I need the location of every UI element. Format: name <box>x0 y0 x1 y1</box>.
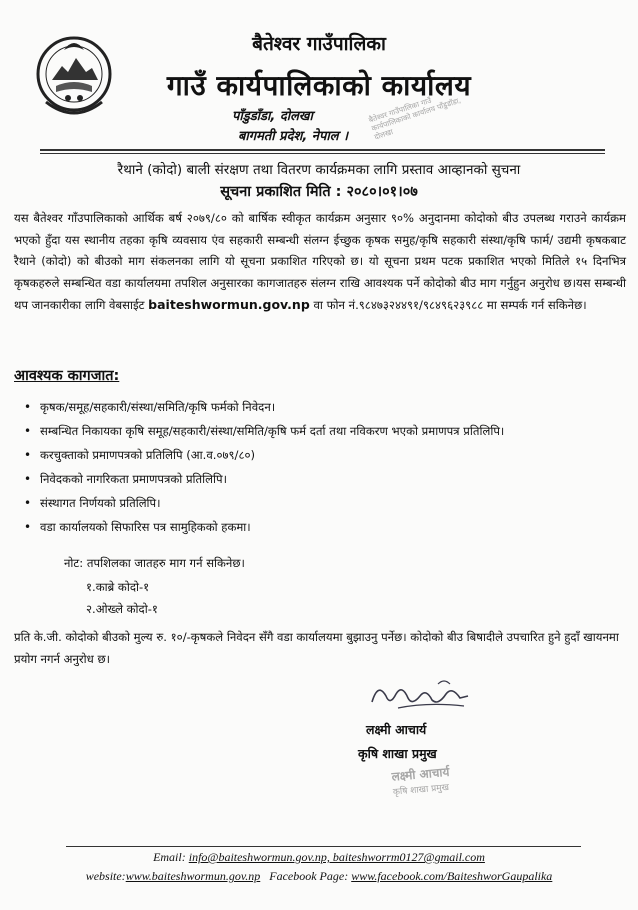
signatory-name: लक्ष्मी आचार्य <box>366 722 427 737</box>
website-link[interactable]: www.baiteshwormun.gov.np <box>125 869 261 883</box>
footer-divider <box>66 846 581 847</box>
bullet-icon: • <box>24 472 32 486</box>
bullet-icon: • <box>24 520 32 534</box>
list-item: • संस्थागत निर्णयको प्रतिलिपि। <box>24 491 624 515</box>
notice-title: रैथाने (कोदो) बाली संरक्षण तथा वितरण कार्यक्रमका लागि प्रस्ताव आव्हानको सुचना <box>117 162 521 178</box>
address-line-1: पाँडुडाँडा, दोलखा <box>232 109 313 124</box>
office-name: बैतेश्वर गाउँपालिका <box>252 33 386 55</box>
bullet-icon: • <box>24 448 32 462</box>
handwritten-signature <box>368 676 473 714</box>
footer-email-line <box>0 850 638 865</box>
list-item: • निवेदकको नागरिकता प्रमाणपत्रको प्रतिलिपि। <box>24 467 624 491</box>
requirements-heading: आवश्यक कागजात: <box>14 368 120 384</box>
bullet-icon: • <box>24 424 32 438</box>
facebook-link[interactable]: www.facebook.com/BaiteshworGaupalika <box>351 869 553 883</box>
facebook-label: Facebook Page: <box>269 869 352 883</box>
office-title: गाउँ कार्यपालिकाको कार्यालय <box>166 69 472 102</box>
bullet-icon: • <box>24 400 32 414</box>
header-divider-thin <box>40 153 605 154</box>
header-divider <box>40 149 605 151</box>
body-text-part2: वा फोन नं.९८४७३२४४९१/९८४९६२३९८८ मा सम्पर्क गर्न सकिनेछ। <box>309 298 587 312</box>
list-item: • वडा कार्यालयको सिफारिस पत्र सामुहिकको हकमा। <box>24 515 624 539</box>
list-item: • कृषक/समूह/सहकारी/संस्था/समिति/कृषि फर्मको निवेदन। <box>24 395 624 419</box>
footer-web-line <box>0 869 638 884</box>
stamp-position: कृषि शाखा प्रमुख <box>392 782 450 798</box>
body-text-part1: यस बैतेश्वर गाँउपालिकाको आर्थिक बर्ष २०७९/८० को बार्षिक स्वीकृत कार्यक्रम अनुसार ९०% अनुदानमा कोदोको बीउ उपलब्ध गराउने कार्यक्रम भएको हुँदा यस स्थानीय तहका कृषि व्यवसाय एंव सहकारी सम्बन्धी संलग्न ईच्छुक कृषक समुह/कृषि सहकारी संस्था/कृषि फार्म/ उद्यमी कृषकबाट रैथाने (कोदो) को बीउको माग संकलनका लागि यो सूचना प्रकाशित गरिएको छ। यो सूचना प्रथम पटक प्रकाशित भएको मितिले १५ दिनभित्र कृषकहरुले सम्बन्धित वडा कार्यालयमा तपशिल अनुसारका कागजातहरु संलग्न राखि आवश्यक पर्ने कोदोको बीउ माग गर्नुहुन अनुरोध छ।यस सम्बन्धी थप जानकारीका लागि वेबसाईट <box>14 211 626 312</box>
website-label: website: <box>85 869 126 883</box>
list-item: • करचुक्ताको प्रमाणपत्रको प्रतिलिपि (आ.व.०७९/८०) <box>24 443 624 467</box>
list-item: • सम्बन्धित निकायका कृषि समूह/सहकारी/संस्था/समिति/कृषि फर्म दर्ता तथा नविकरण भएको प्रमाणपत्र प्रतिलिपि। <box>24 419 624 443</box>
variety-item: २.ओख्ले कोदो-१ <box>86 602 158 616</box>
note-text: नोट: तपशिलका जातहरु माग गर्न सकिनेछ। <box>64 556 245 570</box>
signatory-stamp <box>391 758 503 797</box>
office-stamp: बैतेश्वर गाउँपालिका गाउँ कार्यपालिकाको कार्यालय पाँडुडाँडा, दोलखा <box>367 95 462 142</box>
publication-date: सूचना प्रकाशित मिति : २०८०।०१।०७ <box>220 184 418 200</box>
bullet-icon: • <box>24 496 32 510</box>
signatory-position: कृषि शाखा प्रमुख <box>358 746 437 761</box>
stamp-name: लक्ष्मी आचार्य <box>391 764 450 784</box>
variety-item: १.काब्रे कोदो-१ <box>86 580 150 594</box>
email-link[interactable]: info@baiteshwormun.gov.np, baiteshworrm0127@gmail.com <box>188 850 485 864</box>
notice-body-paragraph <box>14 208 626 317</box>
price-paragraph: प्रति के.जी. कोदोको बीउको मुल्य रु. १०/-कृषकले निवेदन सँगै वडा कार्यालयमा बुझाउनु पर्नेछ। कोदोको बीउ बिषादीले उपचारित हुने हुदाँ खायनमा प्रयोग नगर्न अनुरोध छ। <box>14 630 619 666</box>
requirements-list <box>24 395 624 539</box>
body-website-link: baiteshwormun.gov.np <box>148 297 310 312</box>
address-line-2: बागमती प्रदेश, नेपाल । <box>238 129 349 144</box>
email-label: Email: <box>153 850 189 864</box>
